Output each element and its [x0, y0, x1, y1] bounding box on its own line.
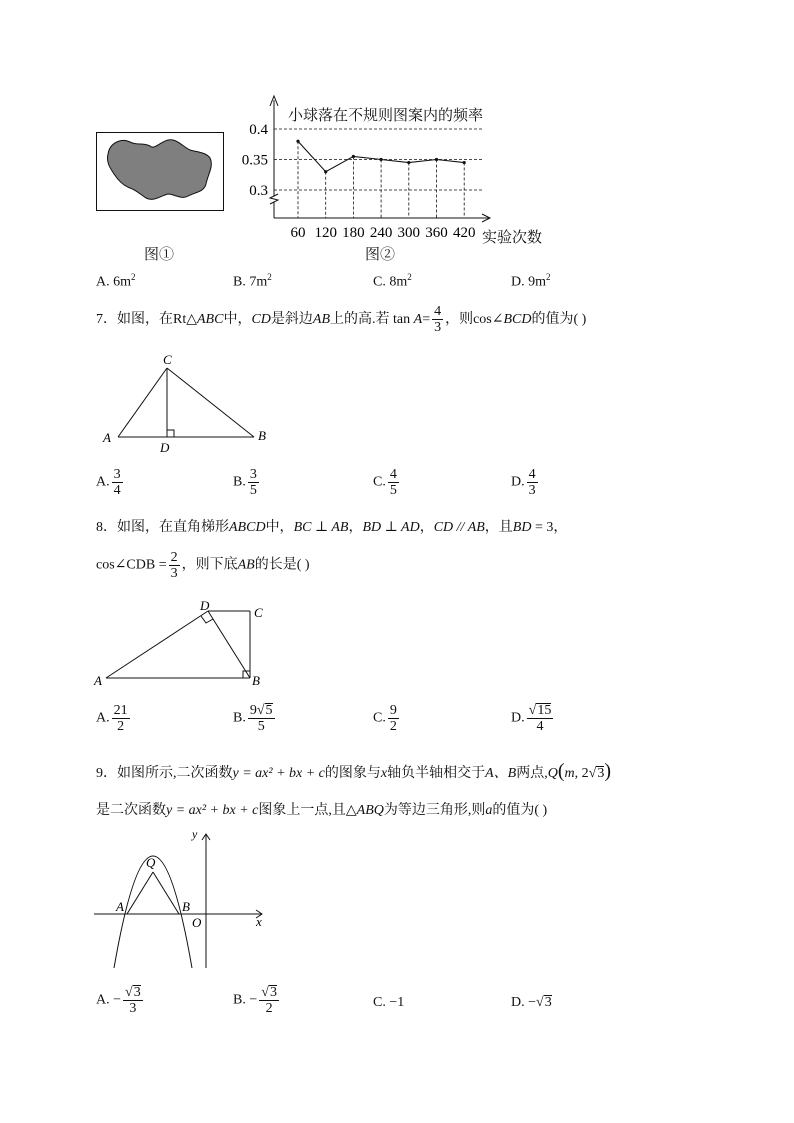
q6-option-d[interactable]: D. $9m^2$	[511, 272, 551, 290]
q8-diagonal-bd	[208, 611, 250, 678]
q7-right-angle-mark	[167, 430, 174, 437]
q6-option-a[interactable]: A. $6m^2$	[96, 272, 136, 290]
q7-option-d[interactable]: D. $\frac{4}{3}$	[511, 467, 536, 498]
x-tick-label: 240	[369, 225, 393, 241]
q8-option-c[interactable]: C. $\frac{9}{2}$	[373, 703, 397, 734]
data-point	[324, 170, 327, 173]
q9-option-a[interactable]: A. − $\frac{√3}{3}$	[96, 985, 141, 1016]
frequency-chart	[240, 92, 530, 242]
q8-option-d[interactable]: D. $\frac{√15}{4}$	[511, 703, 552, 734]
q7-label-c: C	[163, 352, 172, 367]
q8-cos-fraction: $\frac{2}{3}$	[170, 550, 178, 581]
q7-side-bc	[167, 368, 254, 437]
q7-tan-fraction: $\frac{4}{3}$	[434, 304, 442, 336]
q9-stem-line2: 是二次函数y = ax² + bx + c图象上一点,且△ABQ为等边三角形,则a的值为( )	[96, 803, 548, 818]
data-point	[380, 158, 383, 161]
data-point	[296, 140, 299, 143]
data-point	[352, 155, 355, 158]
y-tick-label: 0.35	[241, 152, 268, 169]
q7-stem: 7．如图，在Rt△ABC中，CD是斜边AB上的高.若 tan A= $\frac{4}{3}$ ，则cos∠BCD的值为( )	[96, 304, 587, 336]
figure-1	[96, 132, 224, 212]
axis-break	[270, 194, 278, 204]
q7-label-a: A	[103, 430, 111, 445]
q9-stem-line1: 9．如图所示,二次函数y = ax² + bx + c的图象与x轴负半轴相交于A、B两点,Q(m, 2√3)	[96, 760, 612, 782]
q8-stem-line2: cos∠CDB = $\frac{2}{3}$ ，则下底AB的长是( )	[96, 550, 310, 581]
q8-right-angle-d	[201, 616, 213, 623]
data-point	[463, 161, 466, 164]
q9-label-o: O	[192, 915, 202, 930]
q8-option-b[interactable]: B. $\frac{9√5}{5}$	[233, 703, 273, 734]
q9-label-a: A	[116, 899, 124, 914]
q9-label-y: y	[192, 827, 198, 841]
data-point	[407, 161, 410, 164]
chart-xlabel: 实验次数	[482, 230, 543, 246]
figure-1-drawing	[96, 132, 224, 212]
q7-triangle-figure	[96, 348, 296, 458]
x-tick-label: 120	[314, 225, 337, 241]
q9-label-q: Q	[146, 855, 156, 870]
x-tick-label: 420	[452, 225, 476, 241]
q9-label-x: x	[256, 914, 262, 929]
y-tick-label: 0.4	[249, 122, 268, 138]
chart-title: 小球落在不规则图案内的频率	[288, 108, 484, 124]
q8-label-b: B	[252, 673, 260, 688]
q8-stem-line1: 8．如图，在直角梯形ABCD中，BC ⊥ AB，BD ⊥ AD，CD // AB，且BD = 3，	[96, 520, 568, 535]
q9-label-b: B	[182, 899, 190, 914]
q9-option-d[interactable]: D. −√3	[511, 995, 552, 1010]
q8-side-ad	[106, 611, 208, 678]
q8-trapezoid-figure	[92, 598, 292, 693]
q7-label-b: B	[258, 428, 266, 443]
data-point	[435, 158, 438, 161]
q8-label-c: C	[254, 605, 263, 620]
x-tick-label: 300	[397, 225, 421, 241]
q6-option-c[interactable]: C. $8m^2$	[373, 272, 412, 290]
q7-side-ac	[118, 368, 167, 437]
q9-option-b[interactable]: B. − $\frac{√3}{2}$	[233, 985, 277, 1016]
q8-label-a: A	[94, 673, 102, 688]
x-tick-label: 60	[290, 225, 306, 241]
q7-option-a[interactable]: A. $\frac{3}{4}$	[96, 467, 121, 498]
figure-2-caption: 图②	[365, 247, 396, 263]
q9-parabola-figure	[94, 826, 274, 976]
q6-option-b[interactable]: B. $7m^2$	[233, 272, 272, 290]
y-tick-label: 0.3	[249, 183, 268, 199]
figure-1-caption: 图①	[144, 247, 175, 263]
q8-option-a[interactable]: A. $\frac{21}{2}$	[96, 703, 128, 734]
q7-option-c[interactable]: C. $\frac{4}{5}$	[373, 467, 397, 498]
x-tick-label: 180	[342, 225, 365, 241]
q9-option-c[interactable]: C. −1	[373, 995, 405, 1010]
q7-label-d: D	[160, 440, 170, 455]
x-tick-label: 360	[425, 225, 448, 241]
q7-option-b[interactable]: B. $\frac{3}{5}$	[233, 467, 257, 498]
q8-label-d: D	[200, 598, 210, 613]
